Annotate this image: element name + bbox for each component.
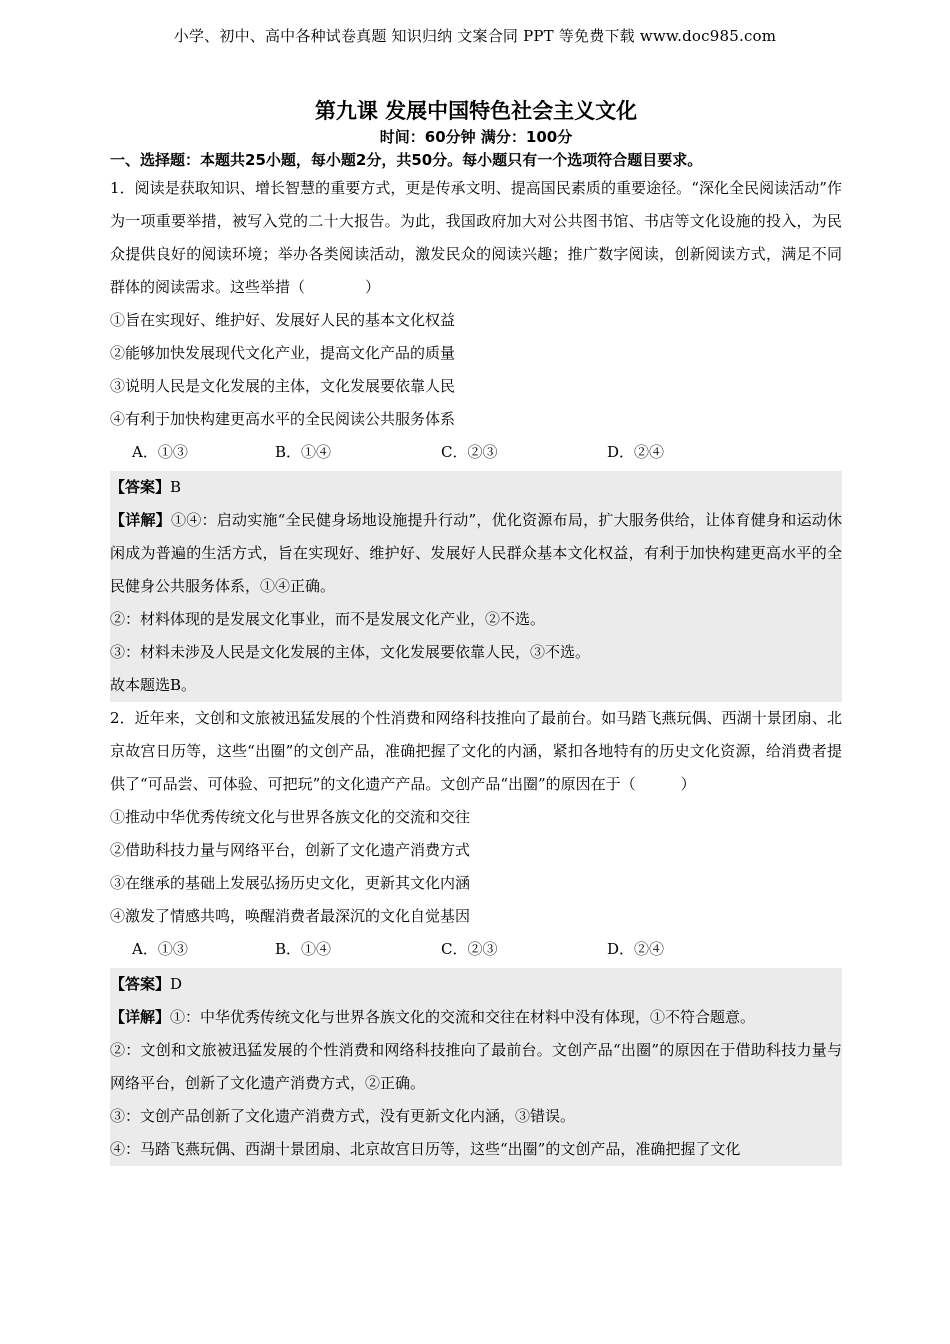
choice-d: D．②④ — [607, 940, 665, 958]
question-2 — [110, 702, 842, 1166]
statement-item: ①推动中华优秀传统文化与世界各族文化的交流和交往 — [110, 808, 471, 826]
answer-label: 【答案】 — [110, 478, 171, 496]
choice-b: B．①④ — [275, 940, 332, 958]
detail-line: ②：文创和文旅被迅猛发展的个性消费和网络科技推向了最前台。文创产品“出圈”的原因在于借助科技力量与网络平台，创新了文化遗产消费方式，②正确。 — [110, 1041, 842, 1092]
detail-label: 【详解】 — [110, 511, 171, 529]
question-1 — [110, 172, 842, 702]
time-score-info: 时间：60分钟 满分：100分 — [379, 128, 573, 146]
page-header: 小学、初中、高中各种试卷真题 知识归纳 文案合同 PPT 等免费下载 www.doc985.com — [173, 27, 777, 45]
choice-a: A．①③ — [132, 443, 188, 461]
answer-line — [110, 968, 842, 1001]
detail-line: ④：马踏飞燕玩偶、西湖十景团扇、北京故宫日历等，这些“出圈”的文创产品，准确把握了文化 — [110, 1140, 741, 1158]
statement-item: ④激发了情感共鸣，唤醒消费者最深沉的文化自觉基因 — [110, 907, 471, 925]
detail-line: ③：文创产品创新了文化遗产消费方式，没有更新文化内涵，③错误。 — [110, 1107, 576, 1125]
choice-c: C．②③ — [441, 940, 498, 958]
detail-line — [110, 1001, 842, 1034]
detail-text: ①④：启动实施“全民健身场地设施提升行动”，优化资源布局，扩大服务供给，让体育健身和运动休闲成为普遍的生活方式，旨在实现好、维护好、发展好人民群众基本文化权益，有利于加快构建更高水平的全民健身公共服务体系，①④正确。 — [110, 511, 842, 595]
answer-explanation-block — [110, 471, 842, 702]
statement-item: ②能够加快发展现代文化产业，提高文化产品的质量 — [110, 344, 456, 362]
detail-label: 【详解】 — [110, 1008, 171, 1026]
detail-text: ①：中华优秀传统文化与世界各族文化的交流和交往在材料中没有体现，①不符合题意。 — [170, 1008, 756, 1026]
answer-explanation-block — [110, 968, 842, 1166]
detail-line: ③：材料未涉及人民是文化发展的主体，文化发展要依靠人民，③不选。 — [110, 643, 591, 661]
statement-item: ③在继承的基础上发展弘扬历史文化，更新其文化内涵 — [110, 874, 471, 892]
statement-item: ①旨在实现好、维护好、发展好人民的基本文化权益 — [110, 311, 456, 329]
detail-line — [110, 504, 842, 603]
section-heading: 一、选择题：本题共25小题，每小题2分，共50分。每小题只有一个选项符合题目要求。 — [110, 151, 703, 169]
statement-item: ④有利于加快构建更高水平的全民阅读公共服务体系 — [110, 410, 456, 428]
document-title: 第九课 发展中国特色社会主义文化 — [314, 99, 638, 123]
choice-d: D．②④ — [607, 443, 665, 461]
answer-choices — [110, 933, 842, 966]
question-stem: 2．近年来，文创和文旅被迅猛发展的个性消费和网络科技推向了最前台。如马踏飞燕玩偶、西湖十景团扇、北京故宫日历等，这些“出圈”的文创产品，准确把握了文化的内涵，紧扣各地特有的历史文化资源，给消费者提供了“可品尝、可体验、可把玩”的文化遗产产品。文创产品“出圈”的原因在于（ ） — [110, 709, 842, 793]
answer-label: 【答案】 — [110, 975, 171, 993]
detail-line: 故本题选B。 — [110, 676, 197, 694]
choice-a: A．①③ — [132, 940, 188, 958]
choice-c: C．②③ — [441, 443, 498, 461]
document-body — [110, 96, 842, 1166]
answer-value: D — [170, 975, 183, 993]
answer-line — [110, 471, 842, 504]
answer-choices — [110, 436, 842, 469]
detail-line: ②：材料体现的是发展文化事业，而不是发展文化产业，②不选。 — [110, 610, 546, 628]
statement-item: ③说明人民是文化发展的主体，文化发展要依靠人民 — [110, 377, 456, 395]
question-stem: 1．阅读是获取知识、增长智慧的重要方式，更是传承文明、提高国民素质的重要途径。“深化全民阅读活动”作为一项重要举措，被写入党的二十大报告。为此，我国政府加大对公共图书馆、书店等文化设施的投入，为民众提供良好的阅读环境；举办各类阅读活动，激发民众的阅读兴趣；推广数字阅读，创新阅读方式，满足不同群体的阅读需求。这些举措（ ） — [110, 179, 842, 296]
answer-value: B — [170, 478, 182, 496]
statement-item: ②借助科技力量与网络平台，创新了文化遗产消费方式 — [110, 841, 471, 859]
choice-b: B．①④ — [275, 443, 332, 461]
